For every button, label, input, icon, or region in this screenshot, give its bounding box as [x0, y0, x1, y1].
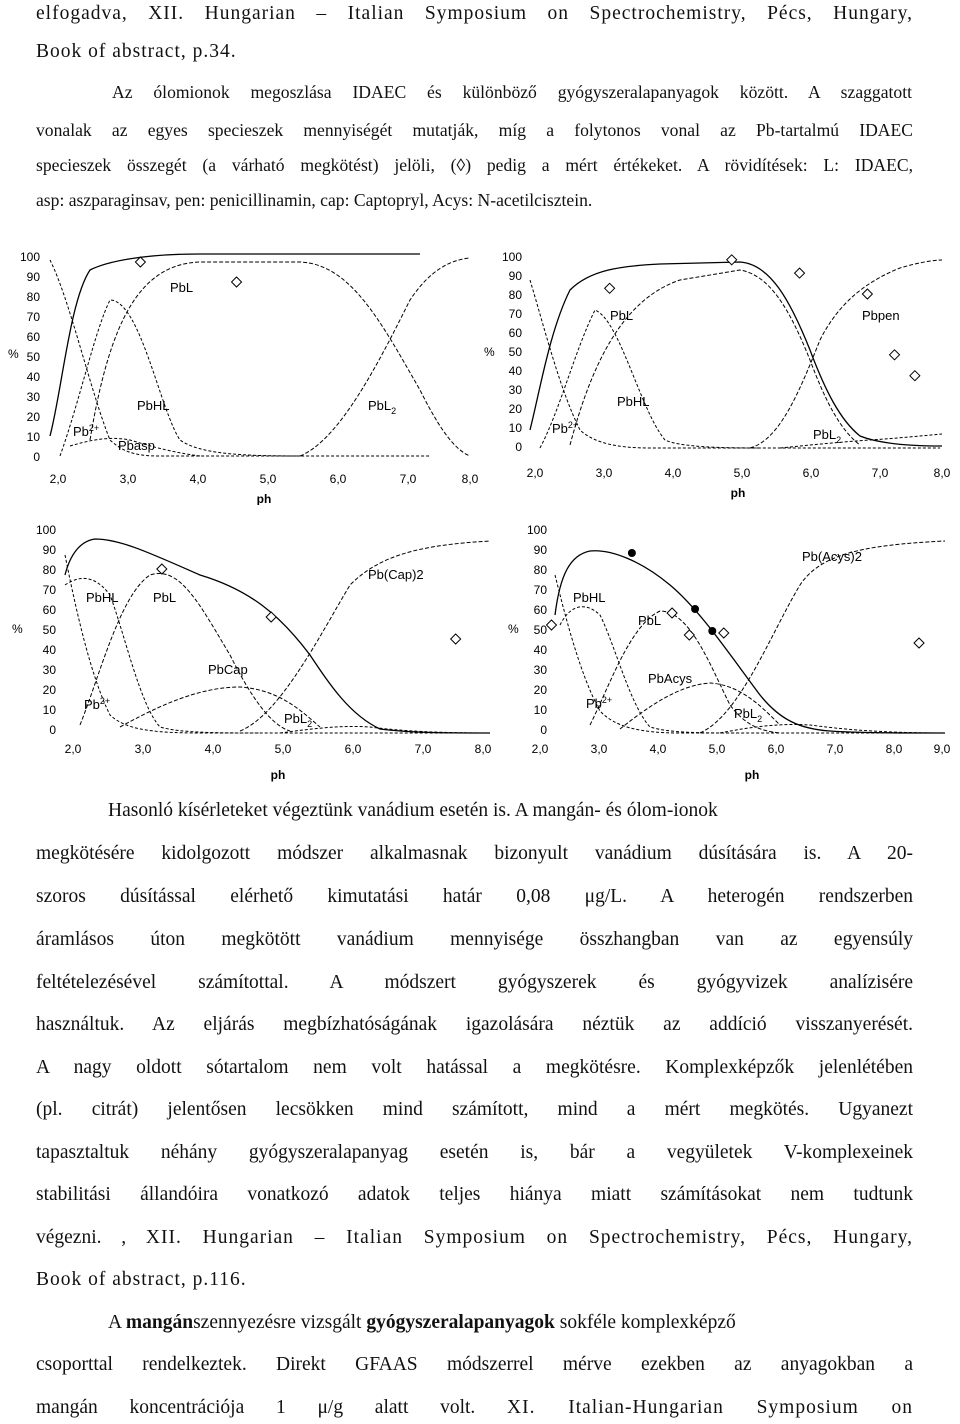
label-subscript: 2: [391, 406, 397, 416]
x-tick-labels: [50, 472, 479, 486]
y-tick: 70: [42, 583, 56, 597]
total-curve: [65, 539, 490, 733]
x-tick: 8,0: [885, 742, 903, 756]
y-tick: 100: [19, 250, 40, 264]
measured-dot: [628, 549, 636, 557]
y-tick: 60: [42, 603, 56, 617]
mn-line3-a: mangán koncentrációja 1 μ/g alatt volt.: [36, 1397, 508, 1418]
measured-diamond: [727, 255, 737, 265]
chart-asp: [0, 240, 490, 505]
x-tick: 5,0: [274, 742, 292, 756]
pb2-curve: [65, 555, 490, 733]
y-tick: 20: [42, 683, 56, 697]
label-pbhl: PbHL: [137, 398, 170, 413]
y-tick: 70: [533, 583, 547, 597]
y-tick: 40: [42, 643, 56, 657]
label-pbhl: PbHL: [86, 590, 119, 605]
chart-pen: [480, 240, 960, 505]
reference-line-2: Book of abstract, p.34.: [36, 41, 237, 62]
label-pbl2: [734, 706, 762, 724]
y-tick: 100: [526, 523, 547, 537]
y-tick: 100: [501, 250, 522, 264]
label-pbhl: PbHL: [617, 394, 650, 409]
x-tick: 3,0: [134, 742, 152, 756]
y-tick: 50: [42, 623, 56, 637]
x-tick-labels: [527, 466, 951, 480]
measured-diamond: [914, 638, 924, 648]
mangan-line-1: [108, 1312, 736, 1334]
x-tick: 7,0: [414, 742, 432, 756]
label-superscript: 2+: [567, 420, 579, 430]
y-tick: 40: [533, 643, 547, 657]
total-curve: [530, 262, 942, 446]
label-text: PbL: [813, 427, 837, 442]
y-tick: 40: [508, 364, 522, 378]
measured-diamond: [135, 257, 145, 267]
y-tick: 30: [26, 390, 40, 404]
measured-dot: [708, 627, 716, 635]
y-tick: 50: [26, 350, 40, 364]
y-axis-label: %: [8, 347, 19, 361]
y-axis-label: %: [508, 622, 519, 636]
measured-diamond: [862, 289, 872, 299]
label-pbacys: PbAcys: [648, 671, 693, 686]
y-tick: 100: [35, 523, 56, 537]
y-tick: 90: [533, 543, 547, 557]
label-text: PbL: [284, 711, 308, 726]
x-tick: 9,0: [933, 742, 951, 756]
x-tick: 6,0: [329, 472, 347, 486]
x-tick: 3,0: [595, 466, 613, 480]
x-tick: 5,0: [733, 466, 751, 480]
measured-diamond: [605, 283, 615, 293]
x-tick: 7,0: [399, 472, 417, 486]
mn-a: A: [108, 1312, 126, 1333]
pb2-curve: [50, 260, 430, 456]
label-text: PbL: [368, 398, 392, 413]
label-pbl: PbL: [610, 308, 634, 323]
y-tick: 80: [42, 563, 56, 577]
x-tick: 4,0: [649, 742, 667, 756]
x-tick: 2,0: [531, 742, 549, 756]
y-tick: 80: [508, 288, 522, 302]
y-tick: 50: [508, 345, 522, 359]
y-tick: 90: [26, 270, 40, 284]
ref2-prefix: végezni. ,: [36, 1227, 146, 1248]
body-line-9: tapasztaltuk néhány gyógyszeralapanyag esetén is, bár a vegyületek V-komplexeinek: [36, 1142, 913, 1163]
body-line-8: (pl. citrát) jelentősen lecsökken mind számított, mind a mért megkötés. Ugyanezt: [36, 1099, 913, 1120]
x-tick: 6,0: [767, 742, 785, 756]
pbacys2-curve: [700, 541, 945, 733]
label-text: Pb: [552, 421, 568, 436]
y-tick: 80: [26, 290, 40, 304]
y-tick: 70: [26, 310, 40, 324]
mn-b: szennyezésre vizsgált: [193, 1312, 367, 1333]
y-tick: 10: [533, 703, 547, 717]
y-tick: 60: [533, 603, 547, 617]
label-pbhl: PbHL: [573, 590, 606, 605]
x-axis-label: ph: [256, 492, 272, 505]
measured-diamond: [795, 268, 805, 278]
x-tick: 8,0: [461, 472, 479, 486]
x-tick: 5,0: [708, 742, 726, 756]
y-tick: 0: [540, 723, 547, 737]
x-tick: 4,0: [189, 472, 207, 486]
measured-diamond: [232, 277, 242, 287]
label-superscript: 2+: [601, 695, 613, 705]
label-pb2: [552, 420, 578, 436]
label-text: Pb: [73, 424, 89, 439]
label-pbl: PbL: [638, 613, 662, 628]
x-tick: 6,0: [802, 466, 820, 480]
measured-diamond: [266, 612, 276, 622]
x-tick: 7,0: [871, 466, 889, 480]
pb2-curve: [530, 280, 940, 448]
y-tick: 10: [42, 703, 56, 717]
y-tick: 20: [533, 683, 547, 697]
x-axis-label: ph: [270, 768, 286, 782]
label-pb2: [84, 696, 110, 712]
measured-diamond: [910, 371, 920, 381]
pbl2-curve: [300, 258, 470, 456]
y-tick-labels: [502, 250, 522, 454]
label-pbcap: PbCap: [208, 662, 248, 677]
caption-line-1: Az ólomionok megoszlása IDAEC és különböző gyógyszeralapanyagok között. A szaggatott: [112, 82, 912, 102]
body-line-10: stabilitási állandóira vonatkozó adatok teljes hiánya miatt számításokat nem tudtunk: [36, 1184, 913, 1205]
x-tick: 3,0: [119, 472, 137, 486]
label-pbacys2: Pb(Acys)2: [802, 549, 862, 564]
x-tick: 4,0: [204, 742, 222, 756]
x-tick: 2,0: [49, 472, 67, 486]
measured-diamond: [451, 634, 461, 644]
x-axis-label: ph: [744, 768, 760, 782]
y-tick: 60: [508, 326, 522, 340]
label-text: PbL: [734, 706, 758, 721]
reference-line-1: elfogadva, XII. Hungarian – Italian Symposium on Spectrochemistry, Pécs, Hungary,: [36, 3, 913, 24]
pbl-curve: [567, 270, 860, 445]
y-tick-labels: [527, 523, 547, 737]
y-axis-label: %: [484, 345, 495, 359]
body-line-2: megkötésére kidolgozott módszer alkalmasnak bizonyult vanádium dúsítására is. A 20-: [36, 843, 913, 864]
label-subscript: 2: [757, 714, 763, 724]
y-tick: 20: [508, 402, 522, 416]
label-pbl2: [368, 398, 396, 416]
mn-c: sokféle komplexképző: [554, 1312, 736, 1333]
y-tick: 70: [508, 307, 522, 321]
reference-2-line-1: [36, 1227, 913, 1249]
mn-bold-1: mangán: [125, 1312, 194, 1333]
label-pbl2: [284, 711, 312, 729]
label-superscript: 2+: [88, 423, 100, 433]
x-tick-labels: [65, 742, 492, 756]
x-tick: 8,0: [474, 742, 492, 756]
x-tick: 7,0: [826, 742, 844, 756]
x-tick: 2,0: [526, 466, 544, 480]
y-tick: 0: [33, 450, 40, 464]
label-subscript: 2: [307, 719, 313, 729]
x-tick-labels: [532, 742, 951, 756]
measured-diamond: [157, 564, 167, 574]
body-line-6: használtuk. Az eljárás megbízhatóságának igazolására néztük az addíció visszanyerését.: [36, 1014, 913, 1035]
measured-diamond: [684, 630, 694, 640]
x-tick: 4,0: [664, 466, 682, 480]
y-tick: 10: [508, 421, 522, 435]
x-tick: 2,0: [64, 742, 82, 756]
measured-diamond: [546, 620, 556, 630]
body-line-4: áramlásos úton megkötött vanádium mennyisége összhangban van az egyensúly: [36, 929, 913, 950]
body-line-7: A nagy oldott sótartalom nem volt hatással a megkötésre. Komplexképzők jelenlétében: [36, 1057, 913, 1078]
label-pbcap2: Pb(Cap)2: [368, 567, 424, 582]
measured-diamond: [719, 628, 729, 638]
y-tick: 90: [42, 543, 56, 557]
label-pbl: PbL: [170, 280, 194, 295]
y-tick: 40: [26, 370, 40, 384]
ref2-citation: XII. Hungarian – Italian Symposium on Spectrochemistry, Pécs, Hungary,: [145, 1227, 913, 1248]
y-axis-label: %: [12, 622, 23, 636]
caption-line-2: vonalak az egyes specieszek mennyiségét mutatják, míg a folytonos vonal az Pb-tartalmú IDAEC: [36, 120, 913, 140]
y-tick: 20: [26, 410, 40, 424]
pbcap2-curve: [240, 541, 490, 731]
y-tick: 30: [533, 663, 547, 677]
label-pbpen: Pbpen: [862, 308, 900, 323]
caption-line-4: asp: aszparaginsav, pen: penicillinamin, cap: Captopryl, Acys: N-acetilcisztein.: [36, 190, 593, 210]
label-superscript: 2+: [99, 696, 111, 706]
label-subscript: 2: [836, 435, 842, 445]
y-tick-labels: [36, 523, 56, 737]
label-pbl2: [813, 427, 841, 445]
y-tick: 0: [49, 723, 56, 737]
y-tick: 30: [42, 663, 56, 677]
body-line-1: Hasonló kísérleteket végeztünk vanádium esetén is. A mangán- és ólom-ionok: [108, 800, 718, 821]
x-tick: 5,0: [259, 472, 277, 486]
reference-2-line-2: Book of abstract, p.116.: [36, 1269, 247, 1290]
y-tick: 90: [508, 269, 522, 283]
y-tick: 50: [533, 623, 547, 637]
mangan-line-3: [36, 1397, 913, 1419]
mn-bold-2: gyógyszeralapanyagok: [366, 1312, 555, 1333]
label-text: Pb: [586, 696, 602, 711]
mangan-line-2: csoporttal rendelkeztek. Direkt GFAAS módszerrel mérve ezekben az anyagokban a: [36, 1354, 913, 1375]
body-line-3: szoros dúsítással elérhető kimutatási határ 0,08 μg/L. A heterogén rendszerben: [36, 886, 913, 907]
label-pb2: [586, 695, 612, 711]
y-tick: 60: [26, 330, 40, 344]
measured-dot: [691, 605, 699, 613]
label-pbasp: Pbasp: [118, 438, 155, 453]
pbl-curve: [90, 262, 470, 456]
x-tick: 6,0: [344, 742, 362, 756]
y-tick: 10: [26, 430, 40, 444]
label-pbl: PbL: [153, 590, 177, 605]
x-axis-label: ph: [730, 486, 746, 500]
chart-cap: [0, 515, 500, 785]
body-line-5: feltételezésével számítottal. A módszert gyógyszerek és gyógyvizek analízisére: [36, 972, 913, 993]
y-tick: 30: [508, 383, 522, 397]
x-tick: 3,0: [590, 742, 608, 756]
measured-diamond: [890, 350, 900, 360]
mn-line3-b: XI. Italian-Hungarian Symposium on: [507, 1397, 913, 1418]
y-tick: 0: [515, 440, 522, 454]
label-text: Pb: [84, 697, 100, 712]
y-tick-labels: [20, 250, 40, 464]
caption-line-3: specieszek összegét (a várható megkötést) jelöli, (◊) pedig a mért értékeket. A rövidítések: L: IDAEC,: [36, 155, 913, 175]
y-tick: 80: [533, 563, 547, 577]
x-tick: 8,0: [933, 466, 951, 480]
label-pb2: [73, 423, 99, 439]
chart-acys: [500, 515, 960, 785]
